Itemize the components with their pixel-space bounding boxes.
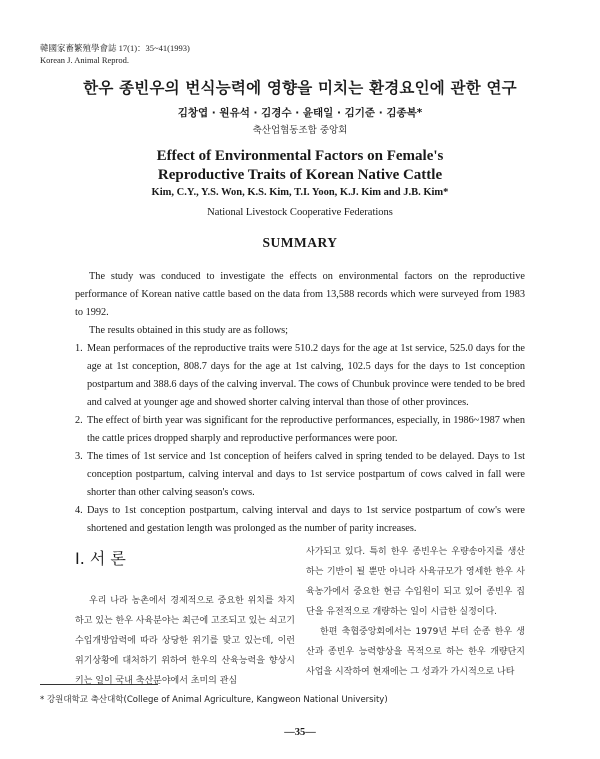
authors-korean: 김창엽 · 원유석 · 김경수 · 윤태일 · 김기준 · 김종복* (177, 107, 423, 119)
journal-citation: 韓國家畜繁殖學會誌 17(1)：35~41(1993) (40, 43, 190, 53)
footnote: * 강원대학교 축산대학(College of Animal Agriculture, Kangweon National University) (40, 695, 388, 705)
introduction-paragraph: 사가되고 있다. 특히 한우 종빈우는 우량송아지를 생산하는 기반이 될 뿐만 아니라 사육규모가 영세한 한우 사육농가에서 중요한 현금 수입원이 되고 있어 종빈우 집단을 유전적으로 개량하는 일이 시급한 실정이다. (306, 547, 525, 617)
list-item (75, 502, 525, 538)
summary-results-intro: The results obtained in this study are as follows; (89, 325, 289, 336)
list-item-number: 1. (75, 343, 83, 354)
journal-name-en: Korean J. Animal Reprod. (40, 55, 129, 65)
affiliation-korean: 축산업협동조합 중앙회 (252, 125, 348, 136)
title-english-line2: Reproductive Traits of Korean Native Cattle (157, 167, 443, 183)
list-item-number: 2. (75, 415, 83, 426)
list-item-text: Mean performaces of the reproductive traits were 510.2 days for the age at 1st service, 525.0 days for the age at 1st conception, 808.7 days for the age at 1st calving, 102.5 days for the days to 1st conception postpartum and 388.6 days of the calving inverval. The cows of Chunbuk province were tended to be bred and calved at younger age and showed shorter calving interval than those of other provinces. (87, 343, 525, 408)
summary-body (75, 268, 525, 538)
authors-english: Kim, C.Y., Y.S. Won, K.S. Kim, T.I. Yoon, K.J. Kim and J.B. Kim* (151, 187, 449, 198)
footnote-divider (40, 684, 158, 685)
list-item-text: Days to 1st conception postpartum, calving interval and days to 1st service postpartum of cow's were shortened and gestation length was prolonged as the number of parity increases. (87, 505, 525, 534)
title-korean: 한우 종빈우의 번식능력에 영향을 미치는 환경요인에 관한 연구 (83, 79, 517, 97)
introduction-left-column (75, 591, 295, 691)
list-item (75, 340, 525, 412)
affiliation-english: National Livestock Cooperative Federations (207, 207, 393, 218)
summary-heading: SUMMARY (262, 235, 338, 250)
introduction-heading: I. 서 론 (75, 549, 126, 568)
list-item-text: The effect of birth year was significant for the reproductive performances, especially, in 1986~1987 when the cattle prices dropped sharply and reproductive performances were poor. (87, 415, 525, 444)
list-item-number: 4. (75, 505, 83, 516)
list-item (75, 448, 525, 502)
introduction-paragraph: 한편 축협중앙회에서는 1979년 부터 순종 한우 생산과 종빈우 능력향상을 목적으로 하는 한우 개량단지 사업을 시작하여 현재에는 그 성과가 가시적으로 나타 (306, 627, 525, 677)
page-number: —35— (284, 727, 316, 738)
introduction-paragraph: 우리 나라 농촌에서 경제적으로 중요한 위치를 차지하고 있는 한우 사육분야는 최근에 고조되고 있는 쇠고기 수입개방압력에 따라 상당한 위기를 맞고 있는데, 이런 위기상황에 대처하기 위하여 한우의 산육능력을 향상시키는 일이 국내 축산분야에서 초미의 관심 (75, 596, 295, 686)
title-english-line1: Effect of Environmental Factors on Female's (156, 148, 444, 164)
summary-intro: The study was conduced to investigate the effects on environmental factors on the reproductive performance of Korean native cattle based on the data from 13,588 records which were surveyed from 1983 to 1992. (75, 271, 525, 318)
list-item-text: The times of 1st service and 1st conception of heifers calved in spring tended to be delayed. Days to 1st conception postpartum, calving interval and days to 1st service postpartum of cows calved in fall were shorter than other calving season's cows. (87, 451, 525, 498)
list-item-number: 3. (75, 451, 83, 462)
list-item (75, 412, 525, 448)
introduction-right-column (306, 542, 525, 682)
